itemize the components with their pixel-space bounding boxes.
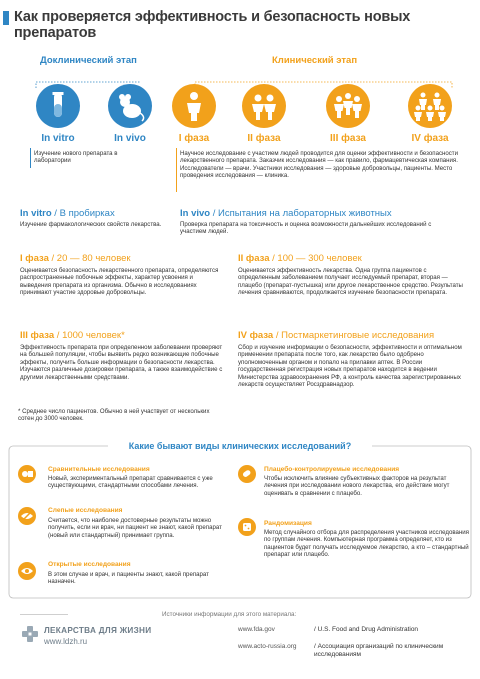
three-people-icon — [326, 84, 370, 128]
phase-1-heading: I фаза / 20 — 80 человек — [20, 253, 131, 264]
types-item-4-text: Чтобы исключить влияние субъективных факторов на результат лечения при исследовании нового лекарства, его действие могут оценивать в сравнении с плацебо. — [264, 475, 450, 497]
types-item-4-icon-wrap — [238, 465, 256, 483]
phase-3-heading: III фаза / 1000 человек* — [20, 330, 125, 341]
types-item-2-icon-wrap — [18, 507, 36, 525]
phase-3-circle — [326, 84, 370, 128]
source-2-url[interactable]: www.acto-russia.org — [238, 643, 297, 650]
in-vivo-heading: In vivo / Испытания на лабораторных животных — [180, 208, 392, 219]
compare-icon — [18, 465, 36, 483]
phase-1-text: Оценивается безопасность лекарственного препарата, определяются распространенные побочные эффекты, характер усвоения и выведения препарата из организма. Обычно в исследованиях принимают участие здоровые добровольцы. — [20, 267, 219, 297]
person-icon — [172, 84, 216, 128]
types-title: Какие бывают виды клинических исследований? — [128, 441, 352, 451]
in-vitro-circle — [36, 84, 80, 128]
types-item-3-icon-wrap — [18, 562, 36, 580]
in-vitro-heading: In vitro / В пробирках — [20, 208, 115, 219]
pill-icon — [238, 465, 256, 483]
types-item-4-title: Плацебо-контролируемые исследования — [264, 466, 400, 473]
in-vitro-text: Изучение фармакологических свойств лекарства. — [20, 221, 162, 228]
types-item-2-text: Считается, что наиболее достоверные результаты можно получить, если ни врач, ни пациент не знают, какой препарат (новый или стандартный) принимает группа. — [48, 517, 222, 539]
footer-line-left — [20, 614, 68, 615]
clinical-divider — [176, 148, 177, 192]
source-1-url[interactable]: www.fda.gov — [238, 626, 275, 633]
phase-2-circle — [242, 84, 286, 128]
phase-label-in-vitro: In vitro — [41, 133, 75, 144]
dice-icon — [238, 518, 256, 536]
types-item-1-text: Новый, экспериментальный препарат сравнивается с уже существующими, стандартными способами лечения. — [48, 475, 213, 490]
phase-label-2: II фаза — [247, 133, 281, 144]
phase-3-text: Эффективность препарата при определенном заболевании проверяют на большей популяции, чтобы выявить редко возникающие побочные эффекты, получить больше информации о безопасности лекарства. Изучаются различные дозировки препарата, а также взаимодействие с другими лекарственными средствами. — [20, 344, 223, 381]
phase-label-3: III фаза — [330, 133, 366, 144]
clinical-description: Научное исследование с участием людей проводится для оценки эффективности и безопасности лекарственного препарата. Заказчик исследования — как правило, фармацевтическая компания. Исследователи — врачи. Участники исследования — здоровые добровольцы, пациенты. Место проведения исследования — клиника. — [180, 150, 458, 180]
phase-label-in-vivo: In vivo — [114, 133, 146, 144]
types-item-5-text: Метод случайного отбора для распределения участников исследования по группам лечения. Компьютерная программа определяет, кто из пациентов будет получать исследуемое лекарство, а кто – стандартный препарат или плацебо. — [264, 529, 469, 559]
blind-eye-icon — [18, 507, 36, 525]
types-item-2-title: Слепые исследования — [48, 507, 123, 514]
in-vivo-circle — [108, 84, 152, 128]
types-item-5-title: Рандомизация — [264, 520, 312, 527]
phase-2-heading: II фаза / 100 — 300 человек — [238, 253, 362, 264]
phase-2-text: Оценивается эффективность лекарства. Одна группа пациентов с определенным заболеванием получает исследуемый препарат, вторая — плацебо (препарат-пустышка) или другое лекарственное средство. Результаты лечения сравниваются, продолжается изучение безопасности препарата. — [238, 267, 463, 297]
types-item-1-icon-wrap — [18, 465, 36, 483]
mouse-icon — [108, 84, 152, 128]
page-title: Как проверяется эффективность и безопасность новых препаратов — [14, 9, 411, 41]
types-item-3-text: В этом случае и врач, и пациенты знают, какой препарат назначен. — [48, 571, 209, 586]
two-people-icon — [242, 84, 286, 128]
clinical-label: Клинический этап — [272, 55, 358, 66]
phase-4-text: Сбор и изучение информации о безопасности, эффективности и оптимальном применении препарата после того, как лекарство было одобрено уполномоченным органом и попало на прилавки аптек. В России государственная регистрация новых препаратов находится в ведении Министерства здравоохранения РФ, а контроль качества зарегистрированных лекарств осуществляет Росздравнадзор. — [238, 344, 462, 389]
source-1-name: / U.S. Food and Drug Administration — [314, 626, 419, 633]
title-accent — [3, 11, 9, 25]
crowd-icon — [408, 84, 452, 128]
brand-site[interactable]: www.ldzh.ru — [44, 637, 88, 646]
phase-3-footnote: * Среднее число пациентов. Обычно в ней участвует от нескольких сотен до 3000 человек. — [18, 408, 210, 423]
test-tube-icon — [36, 84, 80, 128]
in-vivo-text: Проверка препарата на токсичность и оценка возможности дальнейших исследований с участием людей. — [180, 221, 432, 236]
preclinical-label: Доклинический этап — [40, 55, 137, 66]
phase-4-heading: IV фаза / Постмаркетинговые исследования — [238, 330, 435, 341]
types-item-5-icon-wrap — [238, 518, 256, 536]
phase-1-circle — [172, 84, 216, 128]
types-item-1-title: Сравнительные исследования — [48, 466, 150, 473]
brand-name: ЛЕКАРСТВА ДЛЯ ЖИЗНИ — [44, 626, 152, 635]
phase-4-circle — [408, 84, 452, 128]
open-eye-icon — [18, 562, 36, 580]
brand-logo-icon — [20, 624, 40, 644]
phase-label-4: IV фаза — [411, 133, 449, 144]
sources-label: Источники информации для этого материала: — [162, 611, 297, 618]
source-2-name: / Ассоциация организаций по клиническим исследованиям — [314, 643, 444, 658]
types-item-3-title: Открытые исследования — [48, 561, 131, 568]
preclinical-description: Изучение нового препарата в лаборатории — [34, 150, 118, 165]
preclinical-divider — [30, 148, 31, 168]
phase-label-1: I фаза — [178, 133, 210, 144]
